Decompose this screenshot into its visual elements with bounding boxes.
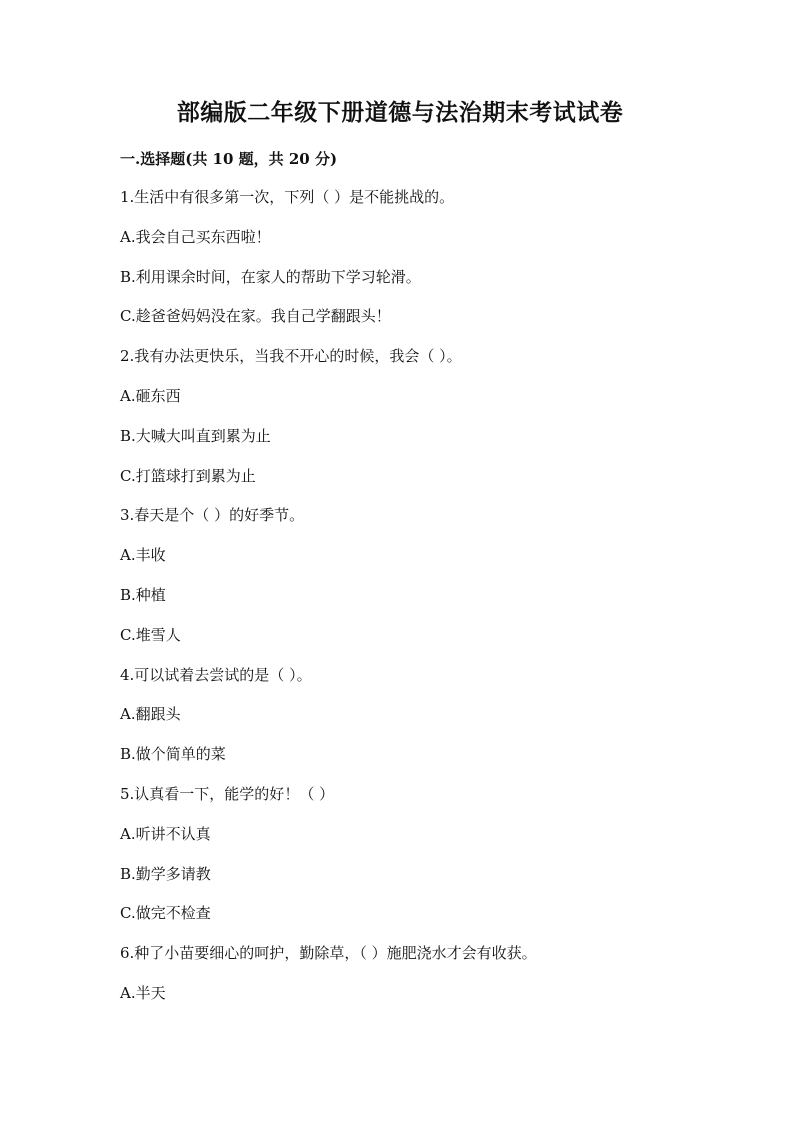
option-1c: C.趁爸爸妈妈没在家。我自己学翻跟头！ (120, 307, 391, 326)
option-3a: A.丰收 (120, 546, 166, 565)
option-2b: B.大喊大叫直到累为止 (120, 426, 271, 445)
page-title: 部编版二年级下册道德与法治期末考试试卷 (176, 99, 624, 126)
option-3b: B.种植 (120, 585, 166, 604)
option-5c: C.做完不检查 (120, 904, 211, 923)
question-list (120, 186, 740, 1022)
question-3: 3.春天是个（ ）的好季节。 (120, 506, 305, 525)
question-4: 4.可以试着去尝试的是（ ）。 (120, 665, 312, 684)
option-5a: A.听讲不认真 (120, 824, 211, 843)
option-2a: A.砸东西 (120, 386, 181, 405)
option-2c: C.打篮球打到累为止 (120, 466, 256, 485)
section-heading: 一.选择题(共 10 题，共 20 分) (120, 150, 338, 168)
option-5b: B.勤学多请教 (120, 864, 211, 883)
option-1b: B.利用课余时间，在家人的帮助下学习轮滑。 (120, 267, 421, 286)
option-4b: B.做个简单的菜 (120, 745, 226, 764)
question-5: 5.认真看一下，能学的好！（ ） (120, 784, 335, 803)
option-1a: A.我会自己买东西啦！ (120, 227, 271, 246)
option-3c: C.堆雪人 (120, 625, 181, 644)
option-6a: A.半天 (120, 983, 166, 1002)
question-1: 1.生活中有很多第一次，下列（ ）是不能挑战的。 (120, 188, 455, 206)
question-6: 6.种了小苗要细心的呵护，勤除草，（ ）施肥浇水才会有收获。 (120, 944, 537, 963)
option-4a: A.翻跟头 (120, 705, 181, 724)
question-2: 2.我有办法更快乐，当我不开心的时候，我会（ ）。 (120, 347, 462, 366)
